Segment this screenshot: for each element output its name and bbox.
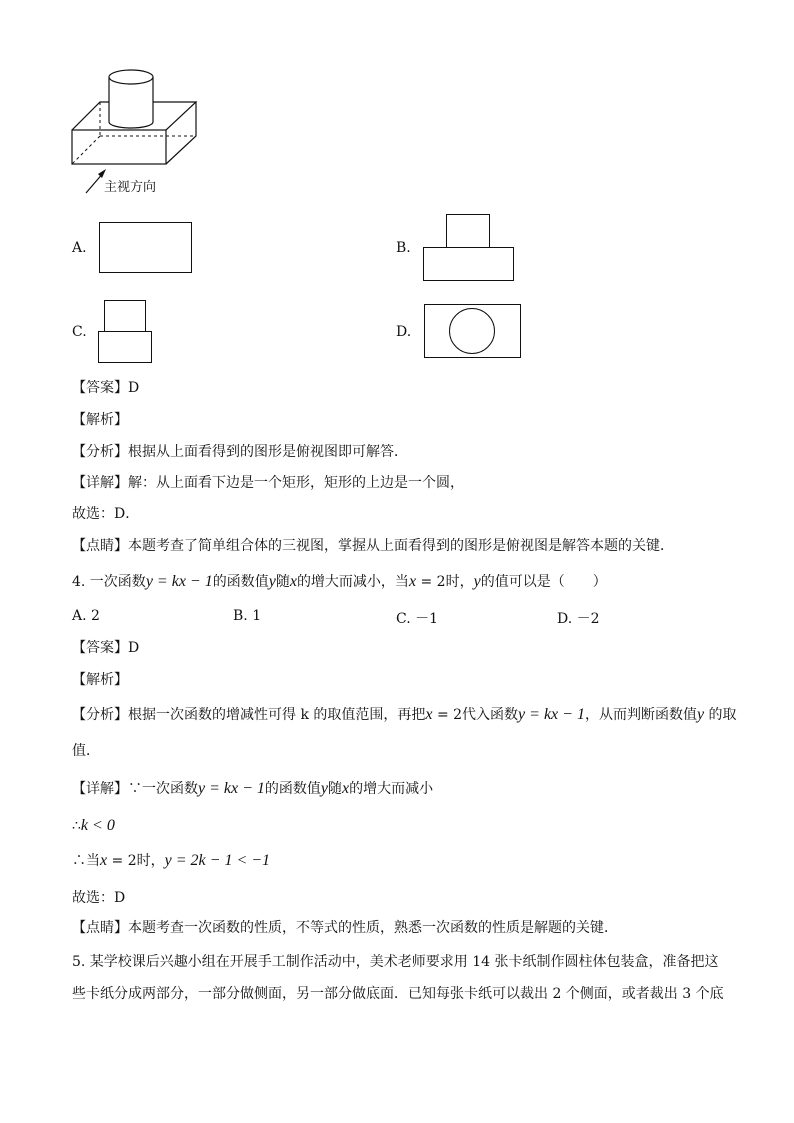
q4-option-b: B. 1 (233, 608, 262, 624)
option-b-label: B. (396, 240, 411, 256)
q4-jiexi: 【解析】 (72, 672, 128, 688)
q4-therefore-1: ∴k < 0 (72, 817, 115, 834)
option-d-label: D. (396, 324, 412, 340)
option-b-top-rect (446, 214, 490, 248)
q4-guxuan: 故选：D (72, 890, 126, 906)
q4-option-d: D. －2 (557, 611, 600, 627)
option-b-bottom-rect (423, 247, 514, 281)
option-a-rectangle (99, 222, 192, 273)
q3-guxuan: 故选：D． (72, 506, 140, 522)
q3-fenxi: 【分析】根据从上面看得到的图形是俯视图即可解答． (72, 444, 408, 460)
q4-option-c: C. －1 (396, 611, 439, 627)
option-c-bottom-rect (98, 331, 152, 363)
option-c-top-rect (104, 300, 146, 332)
q3-xiangjie: 【详解】解：从上面看下边是一个矩形，矩形的上边是一个圆， (72, 475, 464, 491)
q5-line-2: 些卡纸分成两部分，一部分做侧面，另一部分做底面．已知每张卡纸可以裁出 2 个侧面，或者裁出 3 个底 (72, 986, 724, 1002)
q4-fenxi: 【分析】根据一次函数的增减性可得 k 的取值范围，再把x = 2代入函数y = kx − 1，从而判断函数值y 的取 (72, 706, 737, 723)
q4-stem: 4. 一次函数y = kx − 1的函数值y随x的增大而减小，当x = 2时，y的值可以是（ ） (72, 573, 607, 590)
q4-option-a: A. 2 (72, 608, 100, 624)
q4-fenxi-cont: 值． (72, 743, 100, 759)
q3-answer: 【答案】D (72, 380, 140, 396)
q4-therefore-2: ∴当x = 2时，y = 2k − 1 < −1 (72, 852, 271, 869)
q3-jiexi: 【解析】 (72, 412, 128, 428)
q4-dianjing: 【点睛】本题考查一次函数的性质，不等式的性质，熟悉一次函数的性质是解题的关键． (72, 920, 618, 936)
q5-line-1: 5. 某学校课后兴趣小组在开展手工制作活动中，美术老师要求用 14 张卡纸制作圆柱体包装盒，准备把这 (72, 954, 719, 970)
option-d-circle (449, 308, 495, 354)
option-c-label: C. (72, 324, 87, 340)
q4-xiangjie: 【详解】∵一次函数y = kx − 1的函数值y随x的增大而减小 (72, 780, 434, 797)
view-direction-caption: 主视方向 (104, 180, 157, 195)
q3-dianjing: 【点睛】本题考查了简单组合体的三视图，掌握从上面看得到的图形是俯视图是解答本题的关键． (72, 538, 674, 554)
option-a-label: A. (72, 240, 87, 256)
q4-answer: 【答案】D (72, 640, 140, 656)
